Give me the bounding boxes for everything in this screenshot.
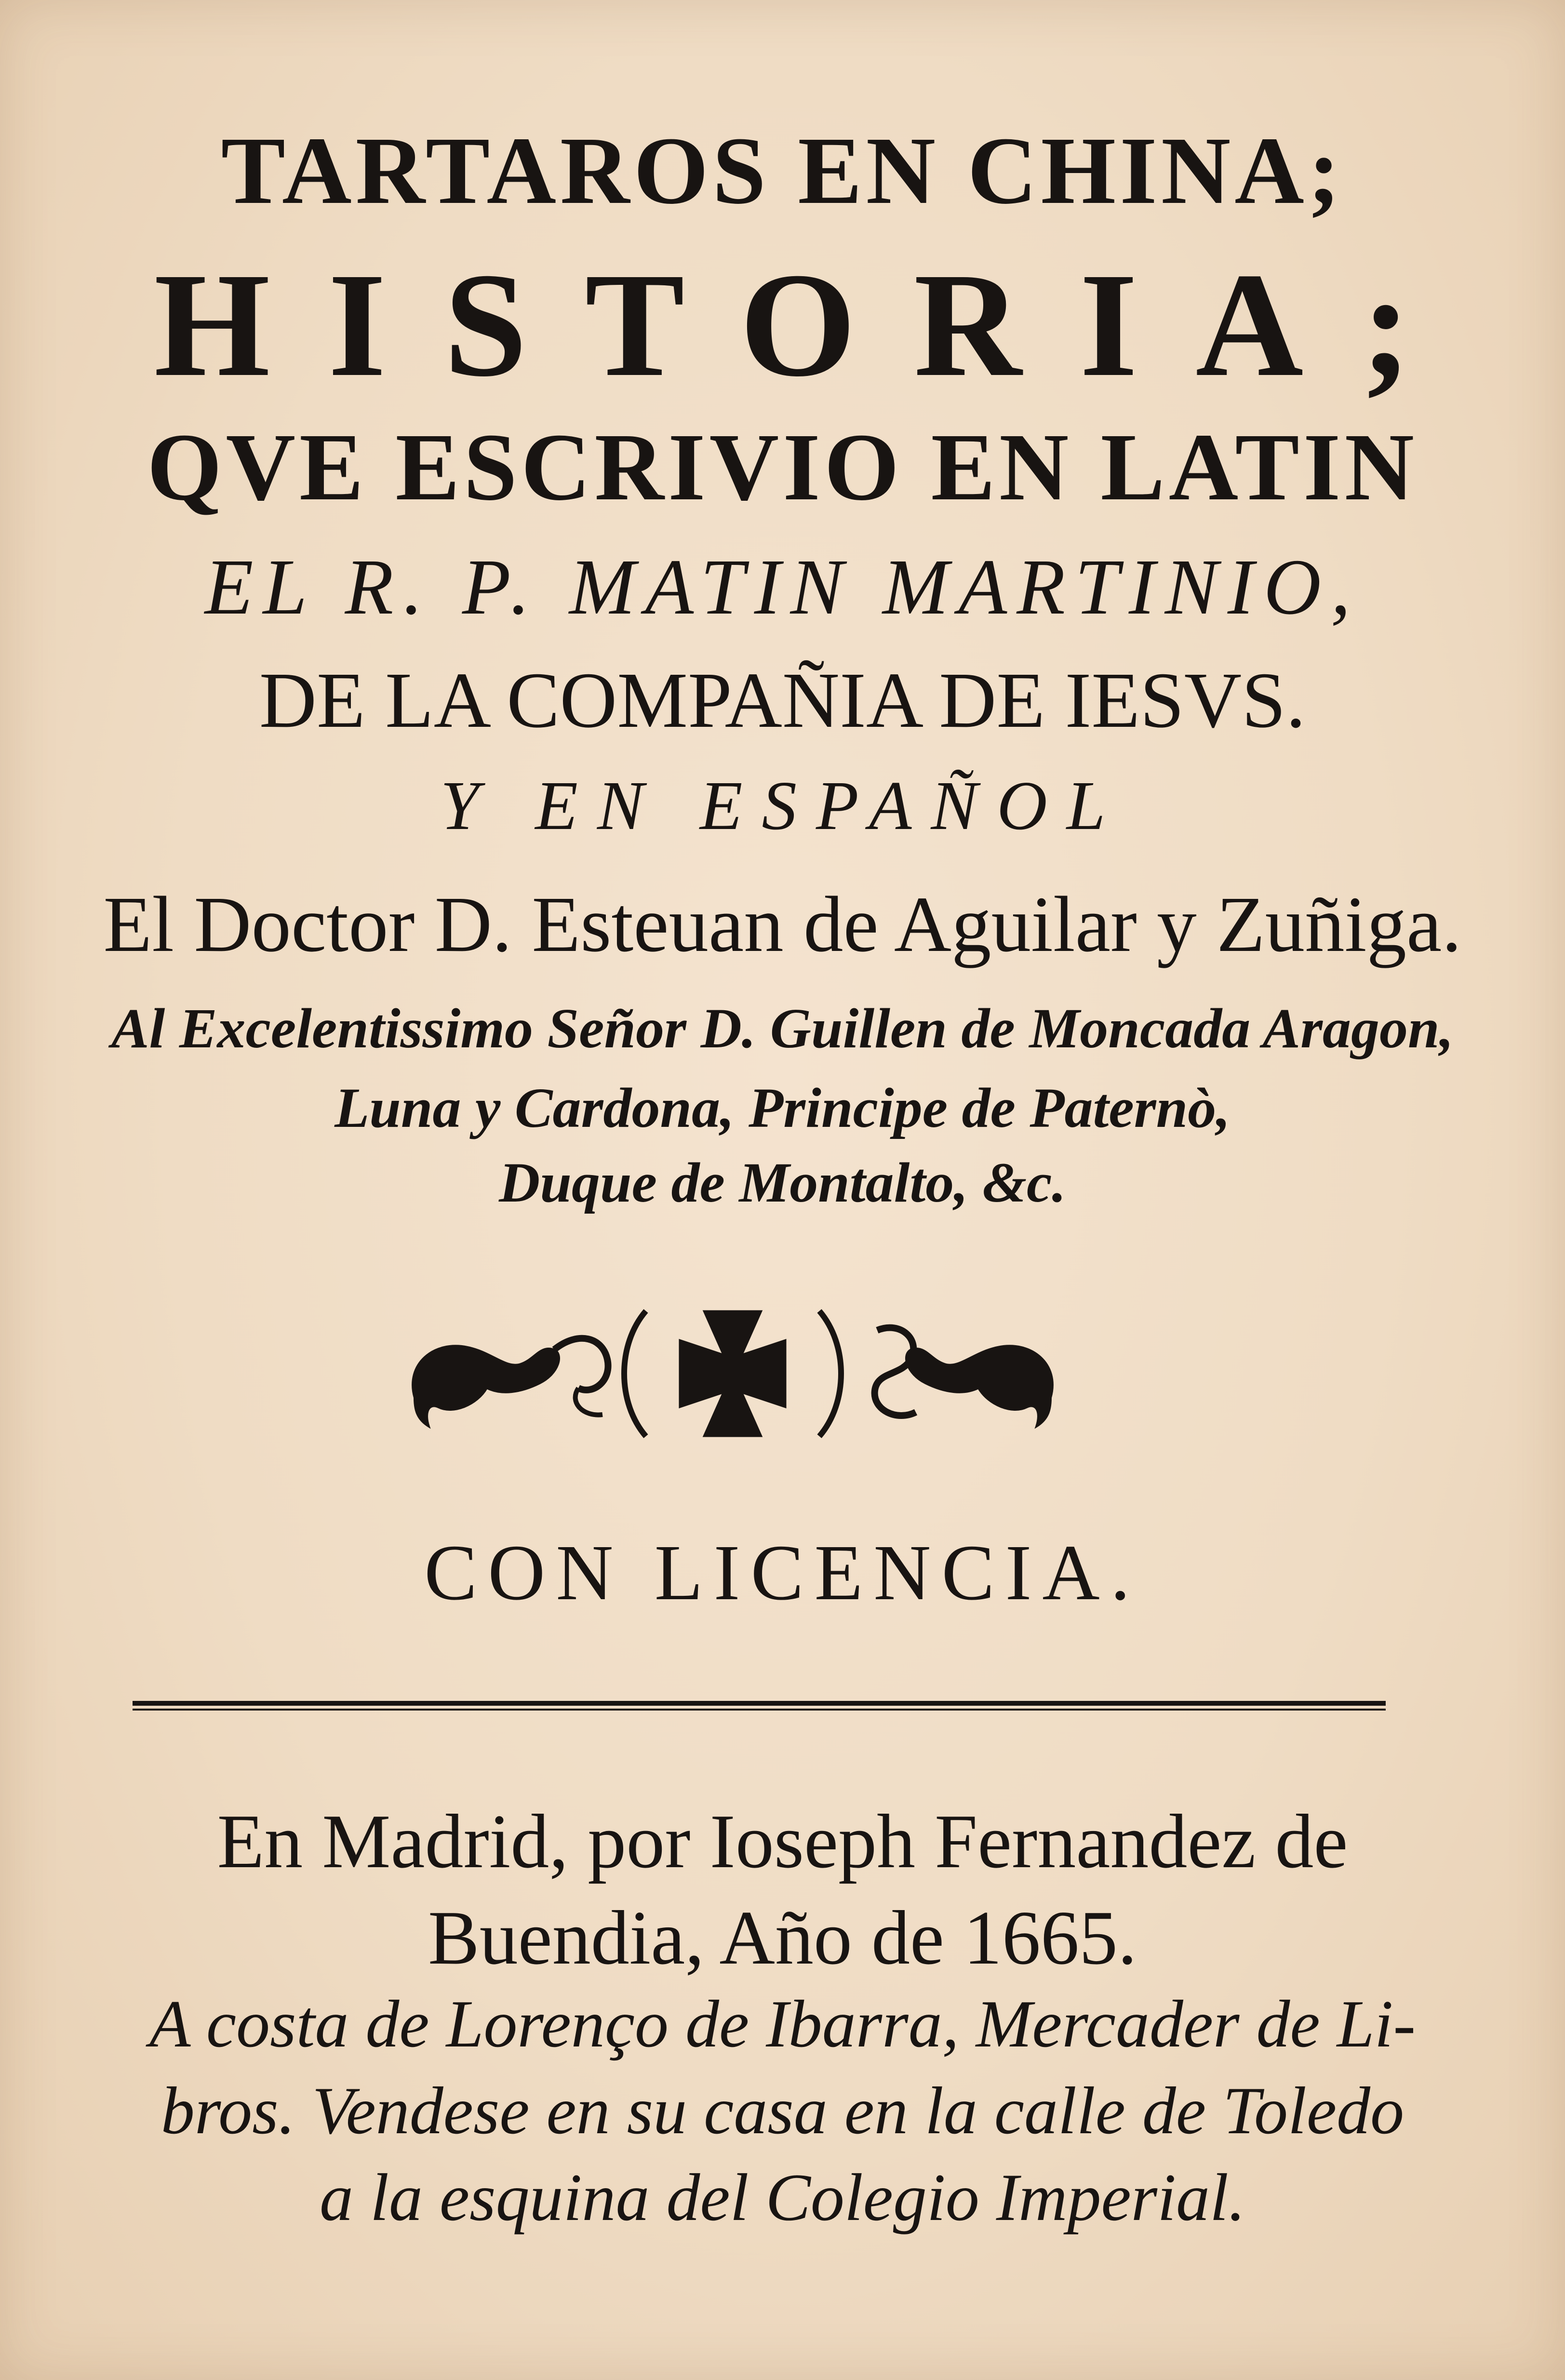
- license-line: CON LICENCIA.: [424, 1528, 1141, 1617]
- imprint-line-2: Buendia, Año de 1665.: [428, 1895, 1137, 1980]
- dedication-line-1: Al Excelentissimo Señor D. Guillen de Moncada Aragon,: [111, 997, 1454, 1060]
- imprint-line-3: A costa de Lorenço de Ibarra, Mercader de Li-: [149, 1987, 1416, 2061]
- dedication-line-2: Luna y Cardona, Principe de Paternò,: [334, 1076, 1231, 1139]
- imprint-line-5: a la esquina del Colegio Imperial.: [320, 2160, 1245, 2235]
- imprint-line-4: bros. Vendese en su casa en la calle de Toledo: [161, 2073, 1404, 2148]
- imprint-line-1: En Madrid, por Ioseph Fernandez de: [217, 1798, 1348, 1884]
- translation-line: Y EN ESPAÑOL: [440, 767, 1125, 844]
- horizontal-rule: [133, 1699, 1386, 1714]
- main-title: HISTORIA;: [154, 242, 1469, 408]
- dedication-line-3: Duque de Montalto, &c.: [499, 1151, 1066, 1214]
- author-line: EL R. P. MATIN MARTINIO,: [204, 543, 1361, 631]
- cross-pattee-printer-ornament-icon: [395, 1292, 1070, 1456]
- translator-line: El Doctor D. Esteuan de Aguilar y Zuñiga.: [103, 880, 1462, 968]
- society-line: DE LA COMPAÑIA DE IESVS.: [259, 656, 1306, 744]
- subtitle-line: QVE ESCRIVIO EN LATIN: [147, 414, 1418, 521]
- running-title: TARTAROS EN CHINA;: [221, 118, 1344, 224]
